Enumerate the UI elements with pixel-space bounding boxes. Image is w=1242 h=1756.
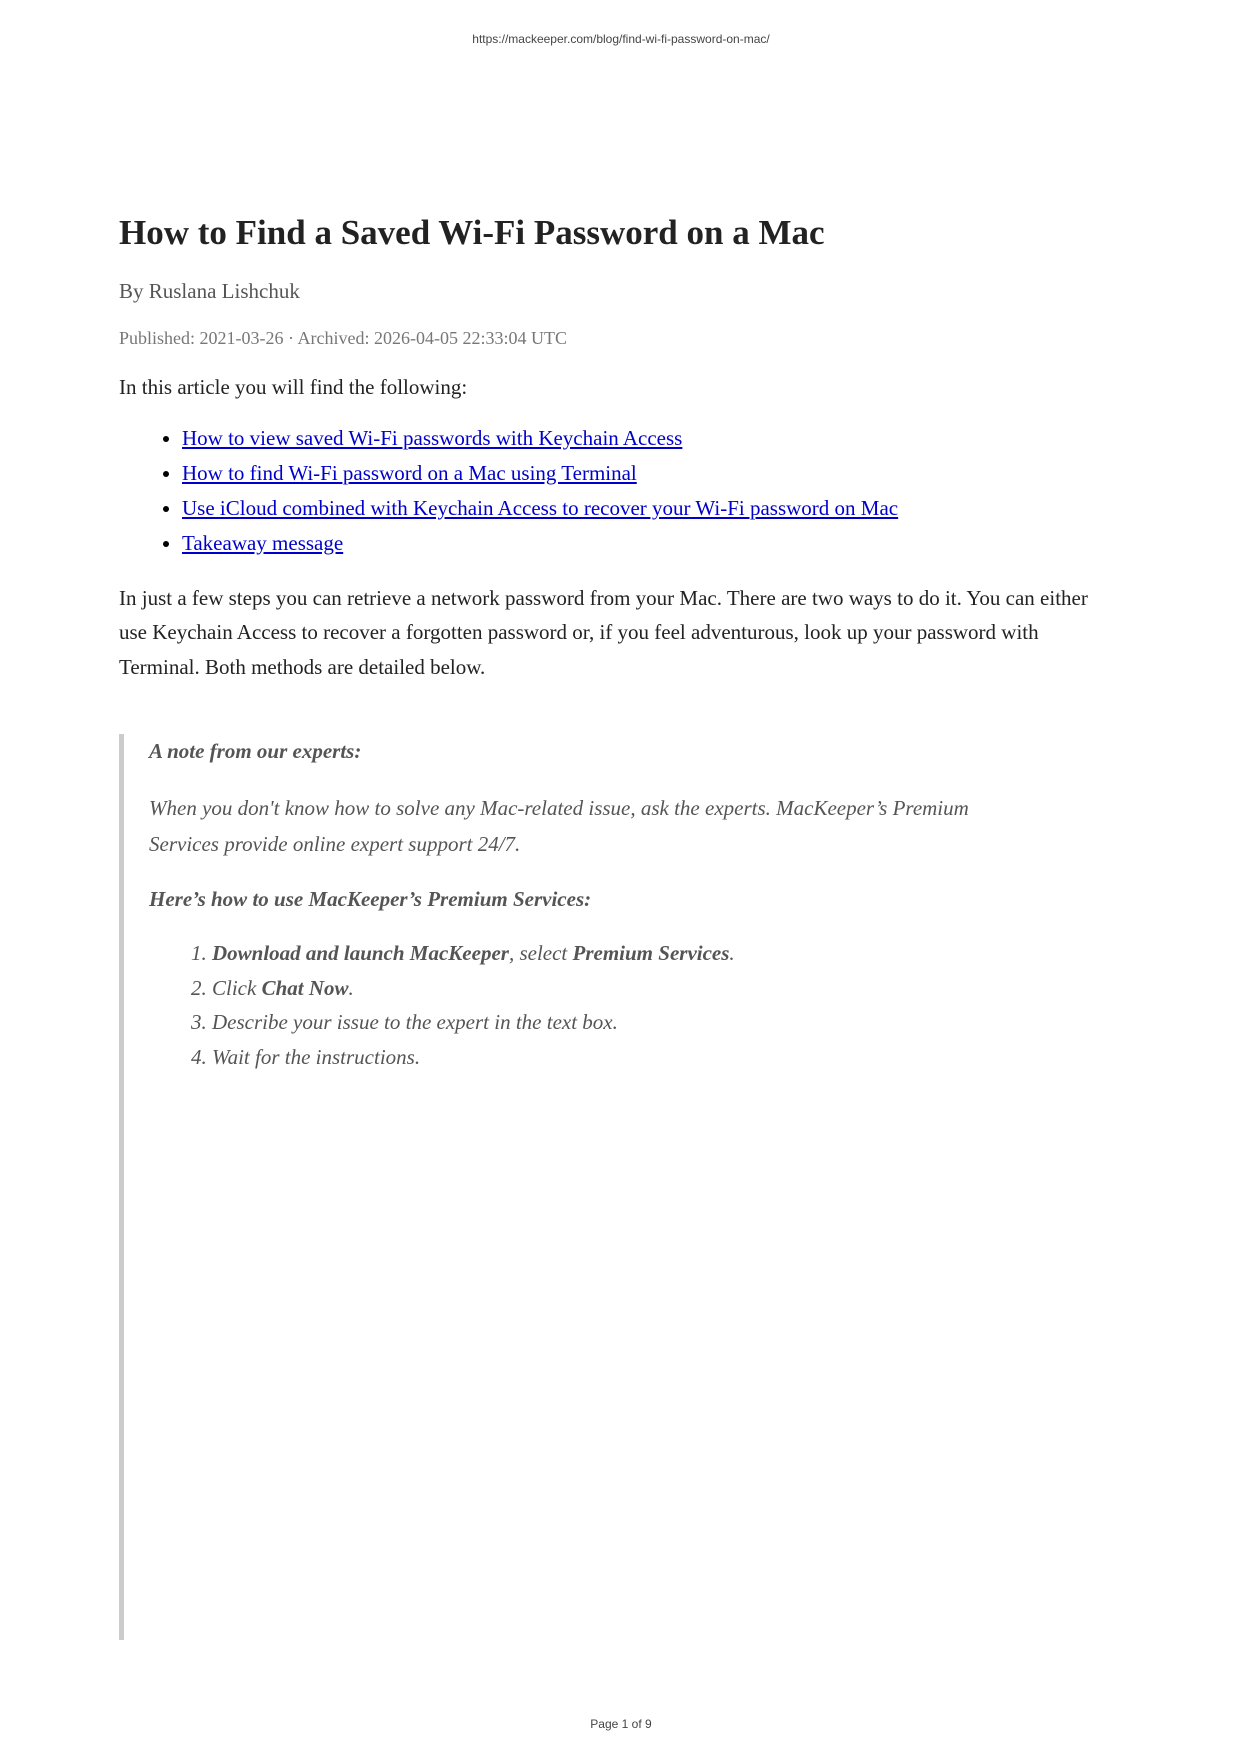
step-text: . xyxy=(729,941,735,965)
article-title: How to Find a Saved Wi-Fi Password on a Mac xyxy=(119,213,825,252)
page-url-header: https://mackeeper.com/blog/find-wi-fi-password-on-mac/ xyxy=(472,32,770,46)
toc-item xyxy=(182,456,1119,491)
note-title: A note from our experts: xyxy=(149,739,362,763)
note-steps-list xyxy=(149,936,1069,1074)
toc-link-icloud[interactable]: Use iCloud combined with Keychain Access to recover your Wi-Fi password on Mac xyxy=(182,495,899,520)
step-text: , select xyxy=(508,941,573,965)
article-meta: Published: 2021-03-26 · Archived: 2026-04-05 22:33:04 UTC xyxy=(119,327,567,348)
toc-intro: In this article you will find the following: xyxy=(119,374,468,399)
note-step xyxy=(212,1040,1069,1075)
step-bold: Chat Now xyxy=(261,975,349,1000)
article-content xyxy=(119,210,1119,684)
intro-paragraph: In just a few steps you can retrieve a network password from your Mac. There are two ways to do it. You can either use Keychain Access to recover a forgotten password or, if you feel adventurous, look up your password with Terminal. Both methods are detailed below. xyxy=(119,585,1088,679)
toc-item xyxy=(182,526,1119,561)
note-howto: Here’s how to use MacKeeper’s Premium Services: xyxy=(149,887,592,911)
toc-link-takeaway[interactable]: Takeaway message xyxy=(182,530,344,555)
note-body: When you don't know how to solve any Mac-related issue, ask the experts. MacKeeper’s Premium Services provide online expert support 24/7. xyxy=(149,796,969,856)
note-step xyxy=(212,971,1069,1006)
step-text: . xyxy=(348,975,354,1000)
toc-link-keychain[interactable]: How to view saved Wi-Fi passwords with Keychain Access xyxy=(182,425,683,450)
note-step xyxy=(212,936,1069,971)
note-step xyxy=(212,1005,1069,1040)
step-bold: Download and launch MacKeeper xyxy=(212,941,509,965)
step-text: Click xyxy=(212,975,262,1000)
toc-link-terminal[interactable]: How to find Wi-Fi password on a Mac using Terminal xyxy=(182,460,637,485)
expert-note-blockquote xyxy=(119,734,1069,1640)
article-author: By Ruslana Lishchuk xyxy=(119,278,300,303)
toc-item xyxy=(182,491,1119,526)
step-text: Wait for the instructions. xyxy=(212,1044,421,1069)
toc-item xyxy=(182,421,1119,456)
page-number-footer: Page 1 of 9 xyxy=(590,1717,652,1731)
step-bold: Premium Services xyxy=(572,941,730,965)
step-text: Describe your issue to the expert in the text box. xyxy=(212,1010,618,1034)
table-of-contents xyxy=(119,421,1119,561)
